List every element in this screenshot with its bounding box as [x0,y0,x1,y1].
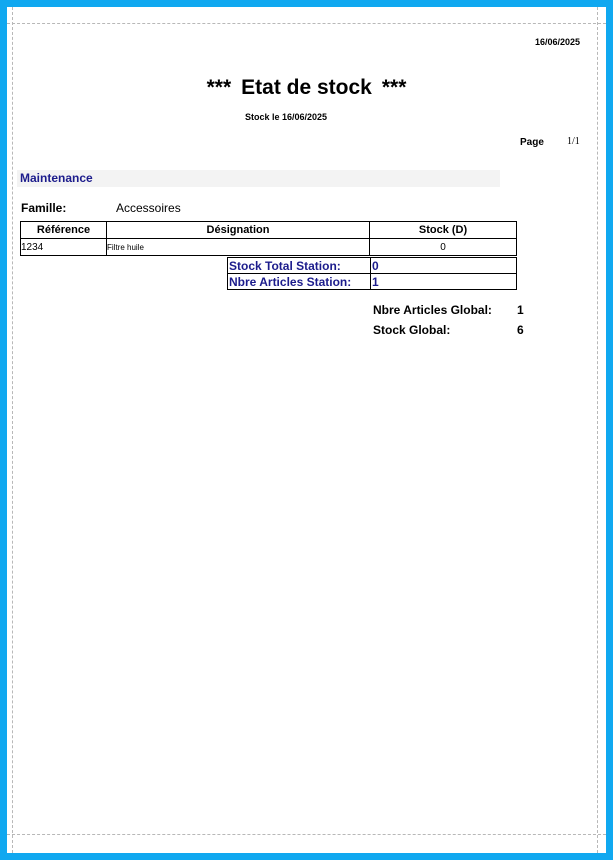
stock-total-station-value: 0 [371,258,517,274]
cell-stock: 0 [370,239,517,256]
title-stars-right: *** [381,76,407,99]
section-title: Maintenance [20,171,93,185]
cell-designation: Filtre huile [107,239,370,256]
nbre-articles-station-value: 1 [371,274,517,290]
title-stars-left: *** [206,76,232,99]
nbre-articles-global-value: 1 [517,303,524,317]
cell-reference: 1234 [21,239,107,256]
margin-guide-left [12,7,13,853]
table-row [21,239,517,256]
stock-total-station-row [228,258,517,274]
nbre-articles-station-label: Nbre Articles Station: [228,274,371,290]
margin-guide-right [597,7,598,853]
report-page [7,7,606,853]
stock-global-label: Stock Global: [373,323,451,337]
table-header-row [21,222,517,239]
stock-table [20,221,517,256]
famille-value: Accessoires [116,201,181,215]
column-header-reference: Référence [21,222,107,239]
report-title [7,76,606,100]
station-totals-table [227,257,517,290]
nbre-articles-global-label: Nbre Articles Global: [373,303,492,317]
page-number: 1/1 [567,136,580,147]
column-header-stock: Stock (D) [370,222,517,239]
nbre-articles-station-row [228,274,517,290]
report-subtitle: Stock le 16/06/2025 [244,112,328,122]
page-label: Page [520,137,544,148]
column-header-designation: Désignation [107,222,370,239]
margin-guide-top [7,23,606,24]
stock-global-value: 6 [517,323,524,337]
famille-label: Famille: [21,201,67,215]
title-text: Etat de stock [241,76,372,99]
print-date: 16/06/2025 [535,37,581,47]
margin-guide-bottom [7,834,606,835]
stock-total-station-label: Stock Total Station: [228,258,371,274]
